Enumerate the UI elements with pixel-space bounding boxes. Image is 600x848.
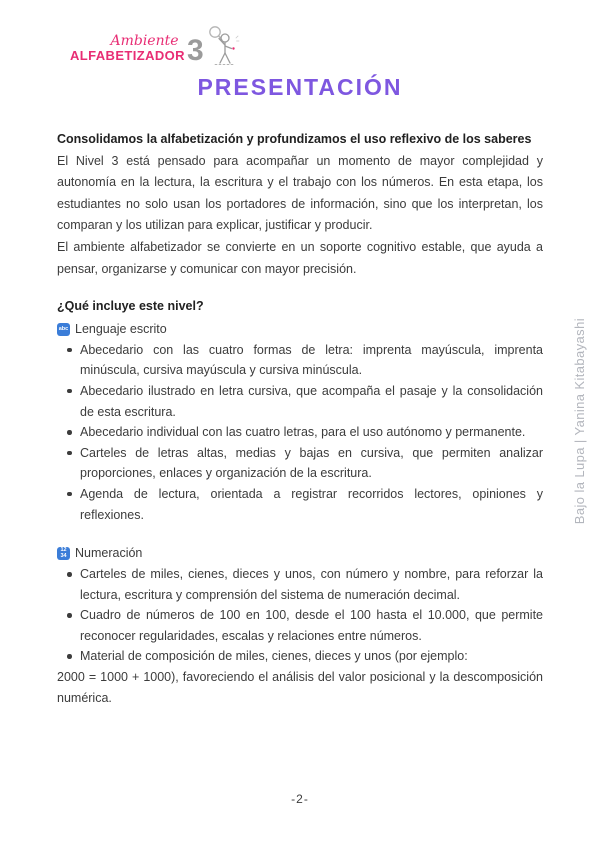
abc-icon-glyph: abc [58, 325, 69, 332]
numbers-icon-row2: 34 [60, 552, 67, 559]
numbers-icon-row1: 12 [60, 547, 67, 554]
logo-level-number: 3 [186, 34, 204, 67]
bullet-item: Cuadro de números de 100 en 100, desde el 100 hasta el 10.000, que permite reconocer regularidades, escalas y relaciones entre números. [80, 605, 543, 646]
section-title-numeracion: Numeración [75, 546, 143, 561]
abc-icon [57, 323, 70, 336]
section-title-lenguaje: Lenguaje escrito [75, 321, 167, 336]
bullet-continuation: 2000 = 1000 + 1000), favoreciendo el análisis del valor posicional y la descomposición numérica. [57, 670, 543, 705]
intro-paragraph-2: El ambiente alfabetizador se convierte en un soporte cognitivo estable, que ayuda a pensar, organizarse y comunicar con mayor precisión. [57, 239, 543, 276]
magnifier-person-icon [205, 24, 241, 66]
bullet-item: Carteles de miles, cienes, dieces y unos, con número y nombre, para reforzar la lectura, escritura y comprensión del sistema de numeración decimal. [80, 564, 543, 605]
bullet-item: Carteles de letras altas, medias y bajas en cursiva, que permiten analizar proporciones, enlaces y organización de la escritura. [80, 443, 543, 484]
numbers-icon [57, 547, 70, 560]
logo-alfabetizador-caps: ALFABETIZADOR [70, 48, 185, 63]
bullet-item: Abecedario con las cuatro formas de letra: imprenta mayúscula, imprenta minúscula, cursiva mayúscula y cursiva minúscula. [80, 340, 543, 381]
bullet-item: Abecedario individual con las cuatro letras, para el uso autónomo y permanente. [80, 422, 543, 443]
includes-heading: ¿Qué incluye este nivel? [57, 299, 204, 314]
numeracion-bullet-list [57, 564, 543, 667]
page-title: PRESENTACIÓN [197, 74, 403, 100]
lenguaje-bullet-list [57, 340, 543, 525]
bullet-item: Agenda de lectura, orientada a registrar recorridos lectores, opiniones y reflexiones. [80, 484, 543, 525]
content [57, 129, 543, 708]
logo-text [70, 34, 185, 63]
section-lenguaje-escrito [57, 319, 543, 340]
side-credit: Bajo la Lupa | Yanina Kitabayashi [572, 318, 587, 525]
pink-accent-dot [232, 47, 234, 49]
page-number: -2- [291, 792, 309, 806]
section-numeracion [57, 543, 543, 564]
bullet-item: Abecedario ilustrado en letra cursiva, que acompaña el pasaje y la consolidación de esta escritura. [80, 381, 543, 422]
logo-ambiente-script: Ambiente [110, 33, 179, 49]
intro-heading: Consolidamos la alfabetización y profundizamos el uso reflexivo de los saberes [57, 132, 532, 146]
logo [70, 24, 241, 67]
intro-paragraph-1: El Nivel 3 está pensado para acompañar un momento de mayor complejidad y autonomía en la lectura, la escritura y el trabajo con los números. En esta etapa, los estudiantes no solo usan los portadores de información, sino que los interpretan, los comparan y los utilizan para explicar, justificar y producir. [57, 153, 543, 233]
bullet-item: Material de composición de miles, cienes, dieces y unos (por ejemplo: [80, 646, 543, 667]
